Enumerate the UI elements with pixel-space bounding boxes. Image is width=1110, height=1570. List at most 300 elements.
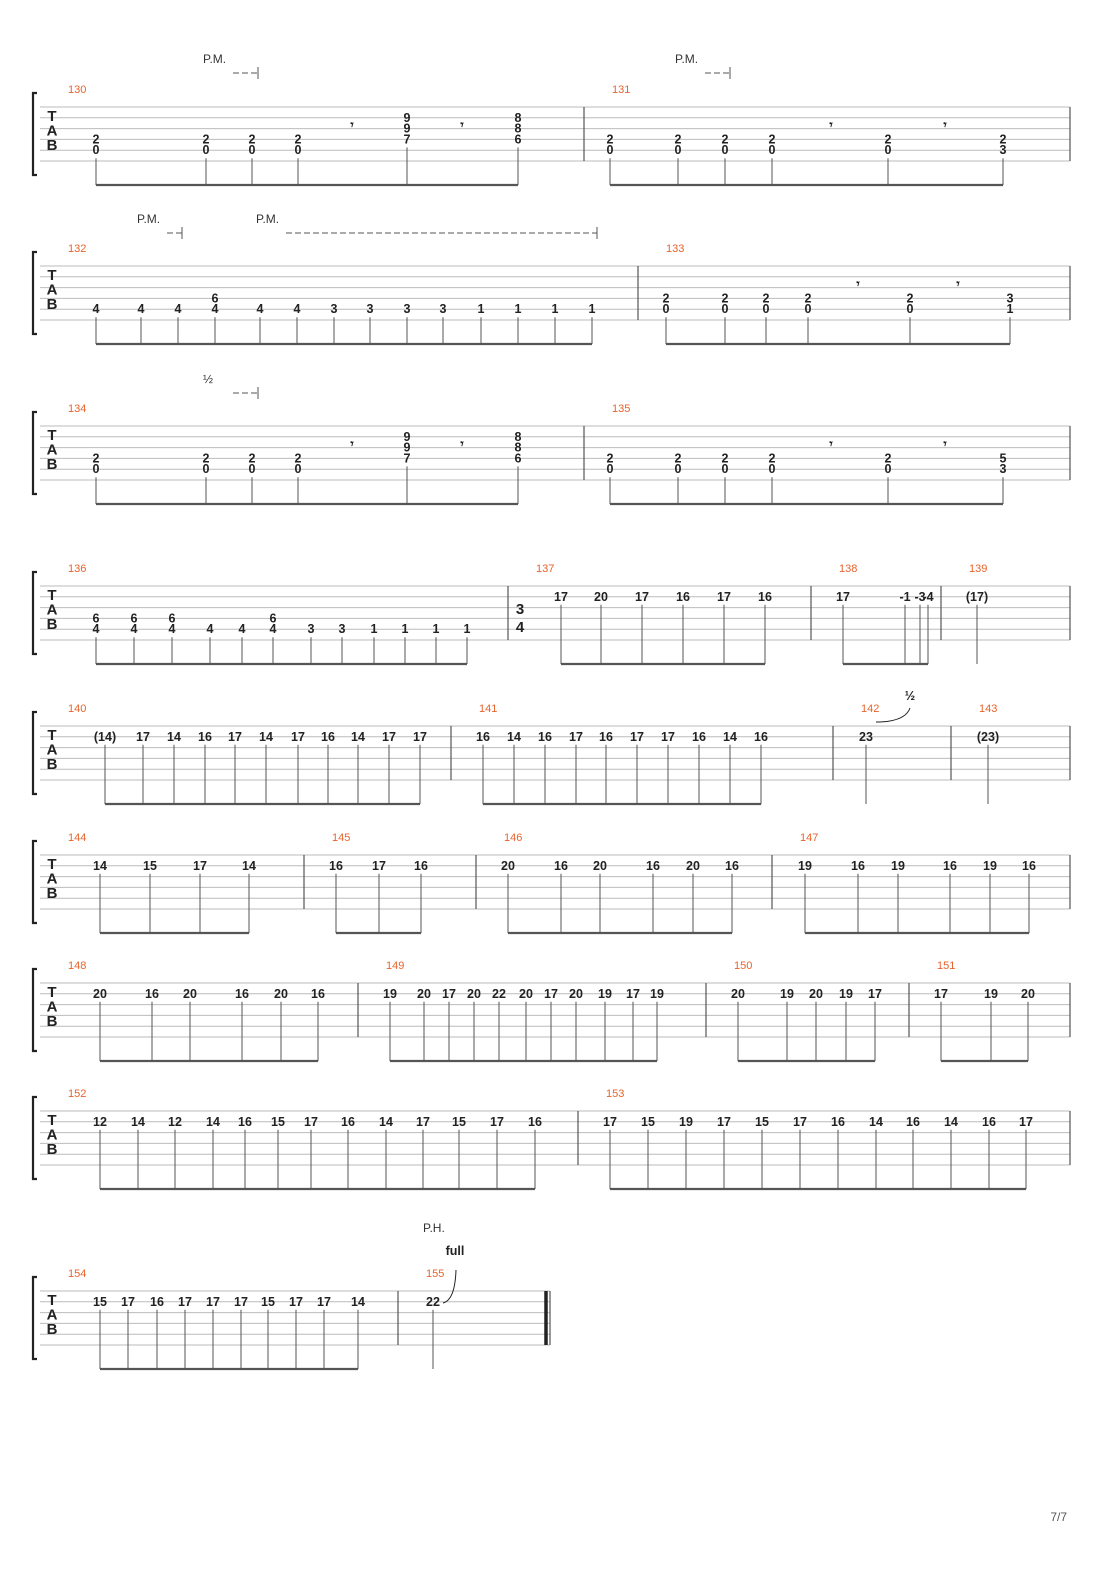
fret-number: 3 [403, 302, 411, 317]
fret-number: 2 [768, 132, 776, 147]
fret-number: 19 [984, 986, 998, 1001]
fret-number: 0 [248, 143, 256, 158]
palm-mute-label: ½ [203, 372, 214, 386]
bar-number: 134 [68, 403, 87, 415]
fret-number: 4 [256, 302, 264, 317]
palm-mute-label: P.M. [256, 212, 280, 226]
eighth-rest: 𝄾 [856, 277, 860, 291]
fret-number: 14 [869, 1114, 883, 1129]
tab-clef-letter: T [47, 856, 57, 873]
fret-number: 17 [291, 729, 305, 744]
fret-number: 16 [554, 858, 568, 873]
fret-number: 3 [307, 622, 315, 637]
fret-number: 8 [514, 440, 522, 455]
fret-number: 0 [606, 143, 614, 158]
system-bracket [33, 412, 37, 494]
fret-number: 16 [538, 729, 552, 744]
fret-number: -3 [914, 589, 926, 604]
fret-number: -4 [922, 589, 934, 604]
bar-number: 149 [386, 960, 405, 972]
palm-mute-label: P.M. [675, 52, 699, 66]
fret-number: 15 [641, 1114, 655, 1129]
fret-number: 14 [93, 858, 107, 873]
fret-number: 14 [351, 1294, 365, 1309]
tab-clef-letter: T [47, 427, 57, 444]
fret-number: 16 [754, 729, 768, 744]
bar-number: 141 [479, 703, 498, 715]
fret-number: 3 [330, 302, 338, 317]
fret-number: 17 [626, 986, 640, 1001]
fret-number: 14 [723, 729, 737, 744]
fret-number: 0 [768, 143, 776, 158]
fret-number: 17 [868, 986, 882, 1001]
fret-number: 6 [92, 611, 100, 626]
fret-number: 0 [606, 462, 614, 477]
fret-number: 16 [150, 1294, 164, 1309]
fret-number: 20 [467, 986, 481, 1001]
bar-number: 136 [68, 563, 87, 575]
bar-number: 140 [68, 703, 87, 715]
tab-system [33, 212, 1070, 504]
fret-number: 1 [514, 302, 522, 317]
fret-number: -1 [899, 589, 911, 604]
fret-number: 15 [93, 1294, 107, 1309]
fret-number: 19 [839, 986, 853, 1001]
fret-number: 20 [731, 986, 745, 1001]
fret-number: 2 [606, 132, 614, 147]
fret-number: 17 [836, 589, 850, 604]
bar-number: 155 [426, 1268, 445, 1280]
fret-number: 2 [999, 132, 1007, 147]
fret-number: 3 [338, 622, 346, 637]
fret-number: 0 [884, 462, 892, 477]
fret-number: 2 [804, 291, 812, 306]
fret-number: 19 [983, 858, 997, 873]
fret-number: 0 [92, 462, 100, 477]
bar-number: 147 [800, 832, 819, 844]
fret-number: 15 [271, 1114, 285, 1129]
fret-number: 1 [1006, 302, 1014, 317]
fret-number: 3 [999, 143, 1007, 158]
fret-number: 3 [366, 302, 374, 317]
tab-clef-letter: B [46, 616, 58, 633]
fret-number: 2 [674, 451, 682, 466]
fret-number: 4 [137, 302, 145, 317]
bar-number: 145 [332, 832, 351, 844]
fret-number: 2 [884, 451, 892, 466]
fret-number: 20 [686, 858, 700, 873]
fret-number: 2 [294, 132, 302, 147]
tab-system [33, 832, 1070, 933]
fret-number: 6 [514, 132, 522, 147]
palm-mute-label: P.M. [203, 52, 227, 66]
bar-number: 153 [606, 1088, 625, 1100]
fret-number: 19 [650, 986, 664, 1001]
bar-number: 142 [861, 703, 880, 715]
fret-number: 0 [884, 143, 892, 158]
fret-number: 0 [92, 143, 100, 158]
bar-number: 146 [504, 832, 523, 844]
tab-clef-letter: B [46, 1321, 58, 1338]
fret-number: 19 [598, 986, 612, 1001]
fret-number: 1 [463, 622, 471, 637]
fret-number: 8 [514, 429, 522, 444]
tab-clef-letter: T [47, 1292, 57, 1309]
fret-number: 17 [490, 1114, 504, 1129]
bar-number: 135 [612, 403, 631, 415]
tab-clef-letter: B [46, 756, 58, 773]
tab-system [33, 960, 1070, 1061]
fret-number: 3 [439, 302, 447, 317]
fret-number: 16 [906, 1114, 920, 1129]
palm-mute-label: P.M. [137, 212, 161, 226]
fret-number: 16 [238, 1114, 252, 1129]
fret-number: 12 [93, 1114, 107, 1129]
fret-number: 12 [168, 1114, 182, 1129]
fret-number: 4 [206, 622, 214, 637]
tab-clef-letter: A [46, 1306, 58, 1324]
fret-number: 4 [130, 622, 138, 637]
fret-number: 19 [891, 858, 905, 873]
tab-clef-letter: T [47, 267, 57, 284]
fret-number: 2 [294, 451, 302, 466]
tab-system [33, 563, 1070, 664]
fret-number: 22 [492, 986, 506, 1001]
fret-number: 0 [294, 143, 302, 158]
tab-clef-letter: B [46, 137, 58, 154]
fret-number: 16 [329, 858, 343, 873]
fret-number: 9 [403, 440, 411, 455]
eighth-rest: 𝄾 [829, 118, 833, 132]
tab-clef-letter: B [46, 885, 58, 902]
fret-number: 16 [943, 858, 957, 873]
fret-number: 2 [92, 132, 100, 147]
fret-number: 17 [554, 589, 568, 604]
tab-clef-letter: T [47, 984, 57, 1001]
bar-number: 131 [612, 84, 631, 96]
tab-clef-letter: T [47, 108, 57, 125]
fret-number: 4 [238, 622, 246, 637]
fret-number: 17 [136, 729, 150, 744]
fret-number: (23) [976, 729, 1000, 744]
bar-number: 130 [68, 84, 87, 96]
fret-number: 16 [646, 858, 660, 873]
tab-clef-letter: A [46, 741, 58, 759]
bar-number: 143 [979, 703, 998, 715]
fret-number: 23 [859, 729, 873, 744]
fret-number: 2 [248, 451, 256, 466]
fret-number: 17 [569, 729, 583, 744]
system-bracket [33, 572, 37, 654]
fret-number: 1 [588, 302, 596, 317]
time-signature-numerator: 3 [515, 601, 525, 618]
fret-number: 14 [944, 1114, 958, 1129]
fret-number: 0 [721, 462, 729, 477]
fret-number: 20 [569, 986, 583, 1001]
fret-number: 20 [809, 986, 823, 1001]
fret-number: (17) [965, 589, 989, 604]
fret-number: 17 [603, 1114, 617, 1129]
time-signature-denominator: 4 [515, 619, 525, 636]
fret-number: 16 [198, 729, 212, 744]
fret-number: 0 [768, 462, 776, 477]
fret-number: 16 [235, 986, 249, 1001]
fret-number: 7 [403, 451, 411, 466]
fret-number: 17 [661, 729, 675, 744]
fret-number: 2 [674, 132, 682, 147]
fret-number: 22 [426, 1294, 440, 1309]
fret-number: 16 [145, 986, 159, 1001]
bar-number: 150 [734, 960, 753, 972]
fret-number: 17 [178, 1294, 192, 1309]
fret-number: 2 [721, 291, 729, 306]
fret-number: 14 [507, 729, 521, 744]
fret-number: 4 [92, 302, 100, 317]
bar-number: 137 [536, 563, 555, 575]
eighth-rest: 𝄾 [350, 437, 354, 451]
bend-arrow [443, 1270, 456, 1303]
fret-number: 20 [93, 986, 107, 1001]
fret-number: 4 [293, 302, 301, 317]
fret-number: 6 [130, 611, 138, 626]
fret-number: 20 [501, 858, 515, 873]
fret-number: 2 [248, 132, 256, 147]
fret-number: 15 [261, 1294, 275, 1309]
fret-number: 17 [442, 986, 456, 1001]
bend-amount: full [445, 1244, 465, 1258]
tab-clef-letter: A [46, 870, 58, 888]
tab-system [33, 52, 1070, 344]
fret-number: 2 [762, 291, 770, 306]
fret-number: 2 [92, 451, 100, 466]
fret-number: 17 [1019, 1114, 1033, 1129]
fret-number: 17 [317, 1294, 331, 1309]
fret-number: 0 [294, 462, 302, 477]
fret-number: 0 [906, 302, 914, 317]
fret-number: 17 [121, 1294, 135, 1309]
fret-number: 0 [662, 302, 670, 317]
fret-number: 16 [341, 1114, 355, 1129]
tab-clef-letter: A [46, 1126, 58, 1144]
fret-number: 17 [382, 729, 396, 744]
tab-clef-letter: B [46, 456, 58, 473]
fret-number: 19 [383, 986, 397, 1001]
fret-number: 17 [193, 858, 207, 873]
fret-number: 7 [403, 132, 411, 147]
fret-number: 15 [452, 1114, 466, 1129]
fret-number: 19 [780, 986, 794, 1001]
fret-number: 17 [372, 858, 386, 873]
fret-number: 2 [721, 132, 729, 147]
fret-number: 1 [370, 622, 378, 637]
fret-number: 20 [593, 858, 607, 873]
fret-number: 17 [793, 1114, 807, 1129]
fret-number: 8 [514, 121, 522, 136]
fret-number: 4 [92, 622, 100, 637]
fret-number: 17 [717, 1114, 731, 1129]
fret-number: 20 [417, 986, 431, 1001]
fret-number: 20 [274, 986, 288, 1001]
fret-number: 0 [202, 462, 210, 477]
fret-number: 17 [289, 1294, 303, 1309]
tab-clef-letter: T [47, 1112, 57, 1129]
fret-number: 16 [725, 858, 739, 873]
fret-number: 16 [599, 729, 613, 744]
fret-number: 4 [211, 302, 219, 317]
tab-system [33, 1221, 550, 1369]
fret-number: 15 [143, 858, 157, 873]
eighth-rest: 𝄾 [943, 118, 947, 132]
tab-clef-letter: T [47, 727, 57, 744]
eighth-rest: 𝄾 [956, 277, 960, 291]
tab-system [33, 52, 1070, 185]
fret-number: 1 [401, 622, 409, 637]
fret-number: 16 [528, 1114, 542, 1129]
fret-number: 16 [982, 1114, 996, 1129]
eighth-rest: 𝄾 [460, 437, 464, 451]
fret-number: 4 [269, 622, 277, 637]
fret-number: 0 [674, 462, 682, 477]
fret-number: 19 [798, 858, 812, 873]
bar-number: 132 [68, 243, 87, 255]
tab-clef-letter: T [47, 587, 57, 604]
fret-number: 20 [183, 986, 197, 1001]
fret-number: 1 [477, 302, 485, 317]
fret-number: 0 [804, 302, 812, 317]
page-number: 7/7 [1050, 1510, 1067, 1524]
tab-clef-letter: A [46, 998, 58, 1016]
system-bracket [33, 1277, 37, 1359]
fret-number: 17 [206, 1294, 220, 1309]
fret-number: 17 [934, 986, 948, 1001]
fret-number: 17 [717, 589, 731, 604]
bar-number: 154 [68, 1268, 87, 1280]
fret-number: 16 [831, 1114, 845, 1129]
fret-number: 17 [544, 986, 558, 1001]
system-bracket [33, 93, 37, 175]
tab-clef-letter: A [46, 441, 58, 459]
bar-number: 144 [68, 832, 87, 844]
fret-number: 14 [131, 1114, 145, 1129]
fret-number: 17 [630, 729, 644, 744]
fret-number: 16 [758, 589, 772, 604]
fret-number: 15 [755, 1114, 769, 1129]
fret-number: 9 [403, 429, 411, 444]
pinch-harmonic-label: P.H. [423, 1221, 445, 1235]
fret-number: 0 [202, 143, 210, 158]
fret-number: 17 [635, 589, 649, 604]
fret-number: 0 [721, 143, 729, 158]
fret-number: 2 [662, 291, 670, 306]
fret-number: 5 [999, 451, 1007, 466]
fret-number: 3 [1006, 291, 1014, 306]
fret-number: 14 [379, 1114, 393, 1129]
fret-number: 17 [304, 1114, 318, 1129]
bar-number: 152 [68, 1088, 87, 1100]
fret-number: 0 [248, 462, 256, 477]
fret-number: 6 [514, 451, 522, 466]
fret-number: 2 [721, 451, 729, 466]
fret-number: (14) [93, 729, 117, 744]
fret-number: 17 [234, 1294, 248, 1309]
fret-number: 20 [519, 986, 533, 1001]
fret-number: 17 [416, 1114, 430, 1129]
system-bracket [33, 712, 37, 794]
fret-number: 4 [168, 622, 176, 637]
system-bracket [33, 252, 37, 334]
fret-number: 0 [762, 302, 770, 317]
fret-number: 0 [674, 143, 682, 158]
bar-number: 133 [666, 243, 685, 255]
bar-number: 151 [937, 960, 956, 972]
system-bracket [33, 841, 37, 923]
fret-number: 8 [514, 110, 522, 125]
fret-number: 2 [606, 451, 614, 466]
fret-number: 0 [721, 302, 729, 317]
fret-number: 2 [768, 451, 776, 466]
fret-number: 14 [167, 729, 181, 744]
tab-clef-letter: A [46, 281, 58, 299]
bend-amount: ½ [904, 689, 916, 703]
fret-number: 16 [851, 858, 865, 873]
fret-number: 6 [168, 611, 176, 626]
eighth-rest: 𝄾 [460, 118, 464, 132]
system-bracket [33, 1097, 37, 1179]
fret-number: 16 [414, 858, 428, 873]
fret-number: 20 [1021, 986, 1035, 1001]
fret-number: 16 [1022, 858, 1036, 873]
fret-number: 4 [174, 302, 182, 317]
tab-clef-letter: B [46, 296, 58, 313]
system-bracket [33, 969, 37, 1051]
fret-number: 17 [413, 729, 427, 744]
fret-number: 16 [692, 729, 706, 744]
fret-number: 2 [906, 291, 914, 306]
fret-number: 2 [202, 451, 210, 466]
fret-number: 1 [432, 622, 440, 637]
fret-number: 14 [351, 729, 365, 744]
tab-clef-letter: B [46, 1141, 58, 1158]
bar-number: 139 [969, 563, 988, 575]
fret-number: 9 [403, 110, 411, 125]
fret-number: 14 [206, 1114, 220, 1129]
fret-number: 14 [242, 858, 256, 873]
fret-number: 1 [551, 302, 559, 317]
bend-arrow [876, 708, 910, 722]
eighth-rest: 𝄾 [350, 118, 354, 132]
fret-number: 6 [211, 291, 219, 306]
fret-number: 20 [594, 589, 608, 604]
fret-number: 19 [679, 1114, 693, 1129]
fret-number: 9 [403, 121, 411, 136]
tab-system [33, 1088, 1070, 1189]
tab-clef-letter: A [46, 601, 58, 619]
fret-number: 3 [999, 462, 1007, 477]
fret-number: 17 [228, 729, 242, 744]
fret-number: 14 [259, 729, 273, 744]
fret-number: 2 [884, 132, 892, 147]
fret-number: 6 [269, 611, 277, 626]
fret-number: 16 [311, 986, 325, 1001]
eighth-rest: 𝄾 [943, 437, 947, 451]
fret-number: 16 [321, 729, 335, 744]
fret-number: 2 [202, 132, 210, 147]
tab-clef-letter: B [46, 1013, 58, 1030]
fret-number: 16 [476, 729, 490, 744]
bar-number: 148 [68, 960, 87, 972]
fret-number: 16 [676, 589, 690, 604]
eighth-rest: 𝄾 [829, 437, 833, 451]
